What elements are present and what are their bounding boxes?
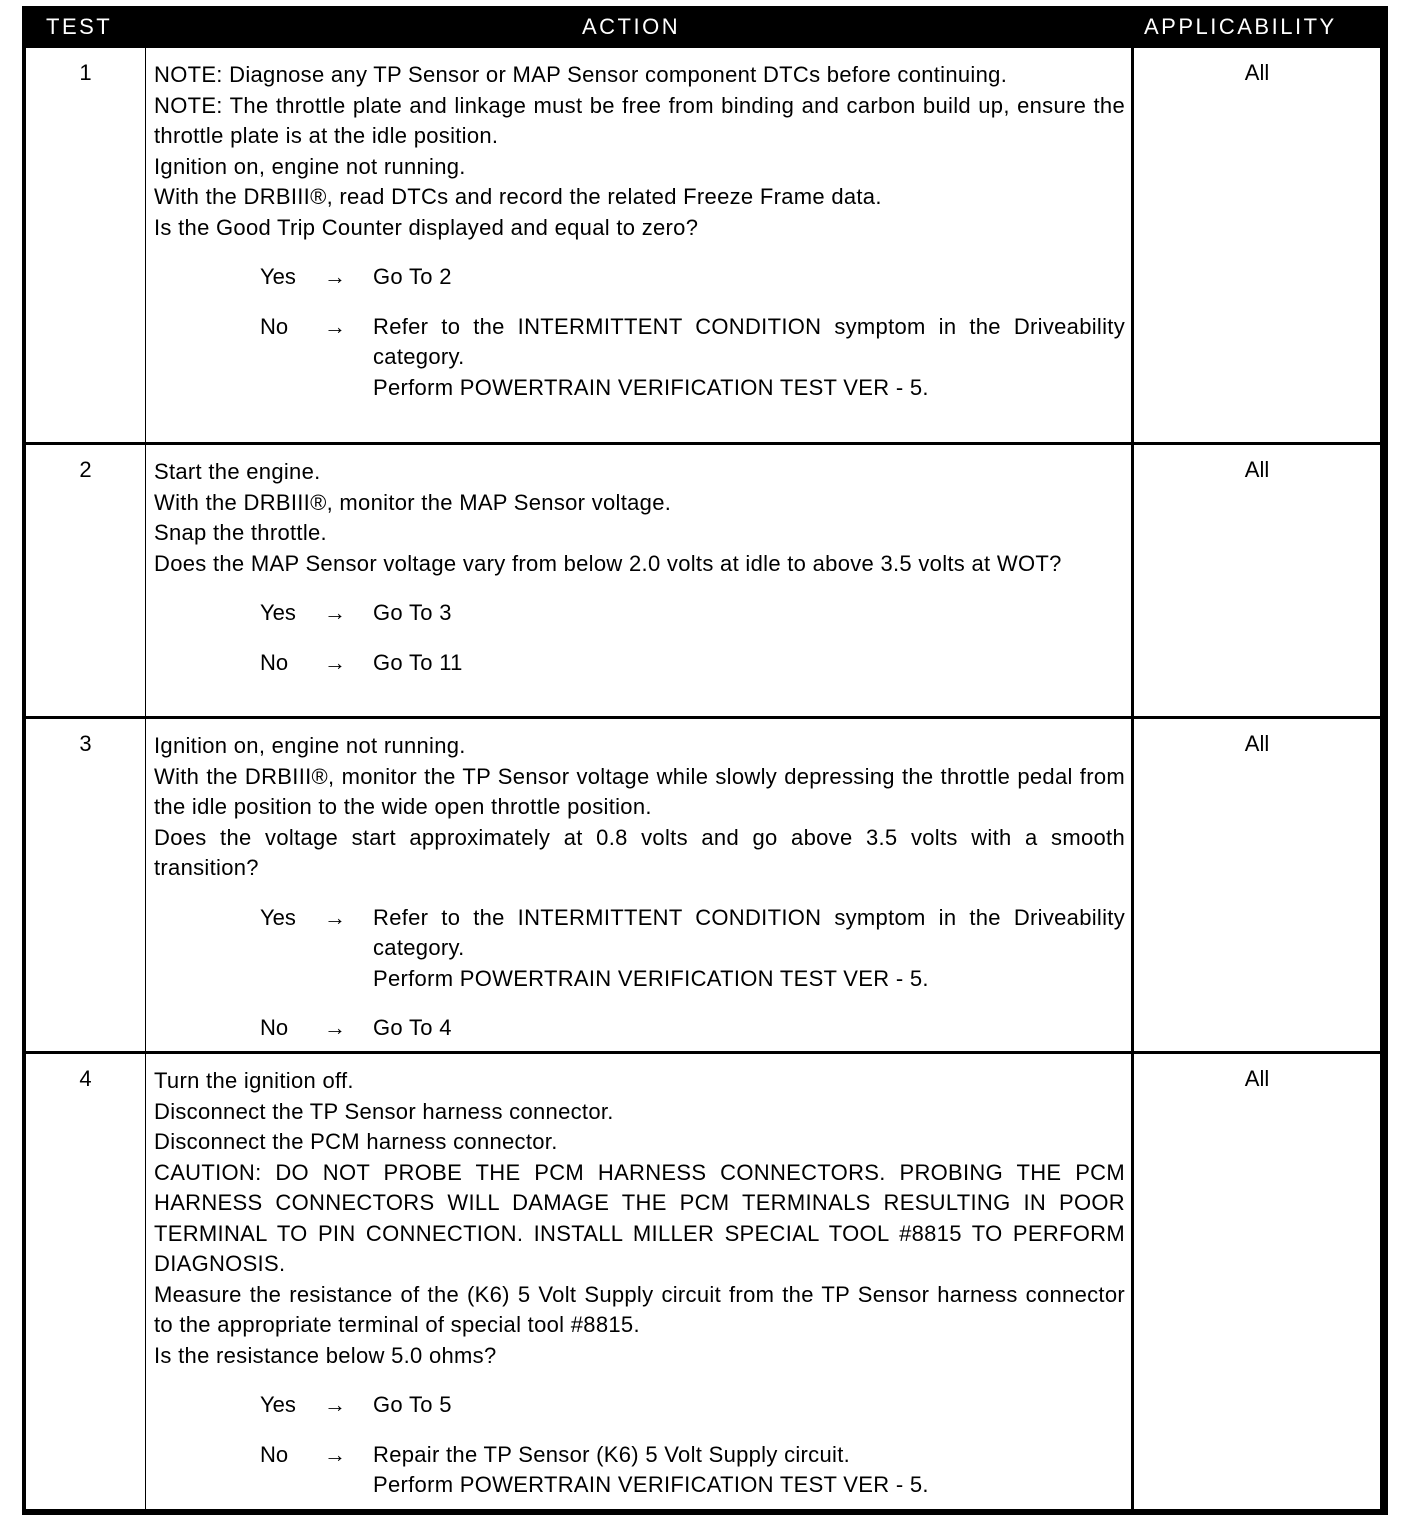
action-step: Does the voltage start approximately at 0.8 volts and go above 3.5 volts with a smooth transition? (154, 824, 1125, 880)
answer-result (373, 262, 1125, 293)
no-answer (154, 648, 1125, 679)
answer-label: Yes (260, 600, 296, 625)
result-line: Perform POWERTRAIN VERIFICATION TEST VER - 5. (373, 965, 929, 991)
right-arrow-icon: → (324, 1015, 346, 1040)
answer-result (373, 648, 1125, 679)
right-arrow-icon: → (324, 264, 346, 289)
action-step: CAUTION: DO NOT PROBE THE PCM HARNESS CONNECTORS. PROBING THE PCM HARNESS CONNECTORS WILL DAMAGE THE PCM TERMINALS RESULTING IN POOR TERMINAL TO PIN CONNECTION. INSTALL MILLER SPECIAL TOOL #8815 TO PERFORM DIAGNOSIS. (154, 1159, 1125, 1276)
yes-answer (154, 903, 1125, 995)
action-step: NOTE: The throttle plate and linkage must be free from binding and carbon build up, ensure the throttle plate is at the idle position. (154, 92, 1125, 148)
yes-answer (154, 1390, 1125, 1421)
result-line: Go To 11 (373, 649, 463, 675)
action-cell (146, 719, 1131, 1051)
applicability-value: All (1134, 48, 1380, 442)
no-answer (154, 1440, 1125, 1501)
action-step: Does the MAP Sensor voltage vary from below 2.0 volts at idle to above 3.5 volts at WOT? (154, 550, 1062, 576)
right-arrow-icon: → (324, 313, 346, 339)
action-step: Turn the ignition off. (154, 1068, 354, 1093)
right-arrow-icon: → (324, 904, 346, 930)
test-number: 3 (26, 719, 145, 1051)
action-step: With the DRBIII®, read DTCs and record the related Freeze Frame data. (154, 184, 882, 209)
answer-result (373, 1390, 1125, 1421)
action-step: Disconnect the PCM harness connector. (154, 1129, 558, 1154)
action-cell (146, 445, 1131, 716)
result-line: Repair the TP Sensor (K6) 5 Volt Supply circuit. (373, 1441, 851, 1467)
result-line: Go To 5 (373, 1392, 452, 1417)
action-step: Is the Good Trip Counter displayed and equal to zero? (154, 214, 699, 240)
action-step: Start the engine. (154, 459, 321, 484)
result-line: Perform POWERTRAIN VERIFICATION TEST VER - 5. (373, 374, 929, 400)
action-step: Ignition on, engine not running. (154, 153, 466, 179)
answer-label: No (260, 1015, 289, 1040)
answer-result (373, 1013, 1125, 1044)
test-number: 4 (26, 1054, 145, 1509)
action-step: Disconnect the TP Sensor harness connector. (154, 1098, 614, 1124)
result-line: Go To 4 (373, 1015, 452, 1040)
action-cell (146, 48, 1131, 442)
answer-label: No (260, 313, 289, 339)
right-arrow-icon: → (324, 600, 346, 625)
right-arrow-icon: → (324, 1392, 346, 1417)
action-step: Ignition on, engine not running. (154, 733, 466, 758)
answer-label: No (260, 1441, 289, 1467)
yes-answer (154, 598, 1125, 629)
action-cell (146, 1054, 1131, 1509)
result-line: Perform POWERTRAIN VERIFICATION TEST VER - 5. (373, 1472, 929, 1497)
action-step: With the DRBIII®, monitor the TP Sensor voltage while slowly depressing the throttle pedal from the idle position to the wide open throttle position. (154, 763, 1125, 819)
answer-label: Yes (260, 1392, 296, 1417)
right-arrow-icon: → (324, 1441, 346, 1467)
action-step: Snap the throttle. (154, 520, 327, 545)
right-arrow-icon: → (324, 649, 346, 675)
answer-label: Yes (260, 264, 296, 289)
answer-result (373, 903, 1125, 995)
test-number: 2 (26, 445, 145, 716)
header-test: TEST (46, 14, 113, 39)
result-line: Refer to the INTERMITTENT CONDITION symptom in the Driveability category. (373, 313, 1125, 369)
header-action: ACTION (582, 14, 681, 39)
action-step: Measure the resistance of the (K6) 5 Volt Supply circuit from the TP Sensor harness connector to the appropriate terminal of special tool #8815. (154, 1281, 1125, 1337)
result-line: Refer to the INTERMITTENT CONDITION symptom in the Driveability category. (373, 904, 1125, 960)
answer-label: No (260, 649, 289, 675)
no-answer (154, 312, 1125, 404)
action-step: NOTE: Diagnose any TP Sensor or MAP Sensor component DTCs before continuing. (154, 62, 1008, 87)
table-header (22, 6, 1388, 48)
answer-result (373, 312, 1125, 404)
diagnostic-table (22, 6, 1388, 1515)
yes-answer (154, 262, 1125, 293)
header-applicability: APPLICABILITY (1144, 14, 1337, 39)
test-number: 1 (26, 48, 145, 442)
answer-result (373, 1440, 1125, 1501)
no-answer (154, 1013, 1125, 1044)
answer-label: Yes (260, 904, 296, 930)
result-line: Go To 2 (373, 264, 452, 289)
applicability-value: All (1134, 1054, 1380, 1509)
answer-result (373, 598, 1125, 629)
action-step: With the DRBIII®, monitor the MAP Sensor voltage. (154, 489, 672, 515)
applicability-value: All (1134, 719, 1380, 1051)
action-step: Is the resistance below 5.0 ohms? (154, 1342, 497, 1368)
result-line: Go To 3 (373, 600, 452, 625)
applicability-value: All (1134, 445, 1380, 716)
